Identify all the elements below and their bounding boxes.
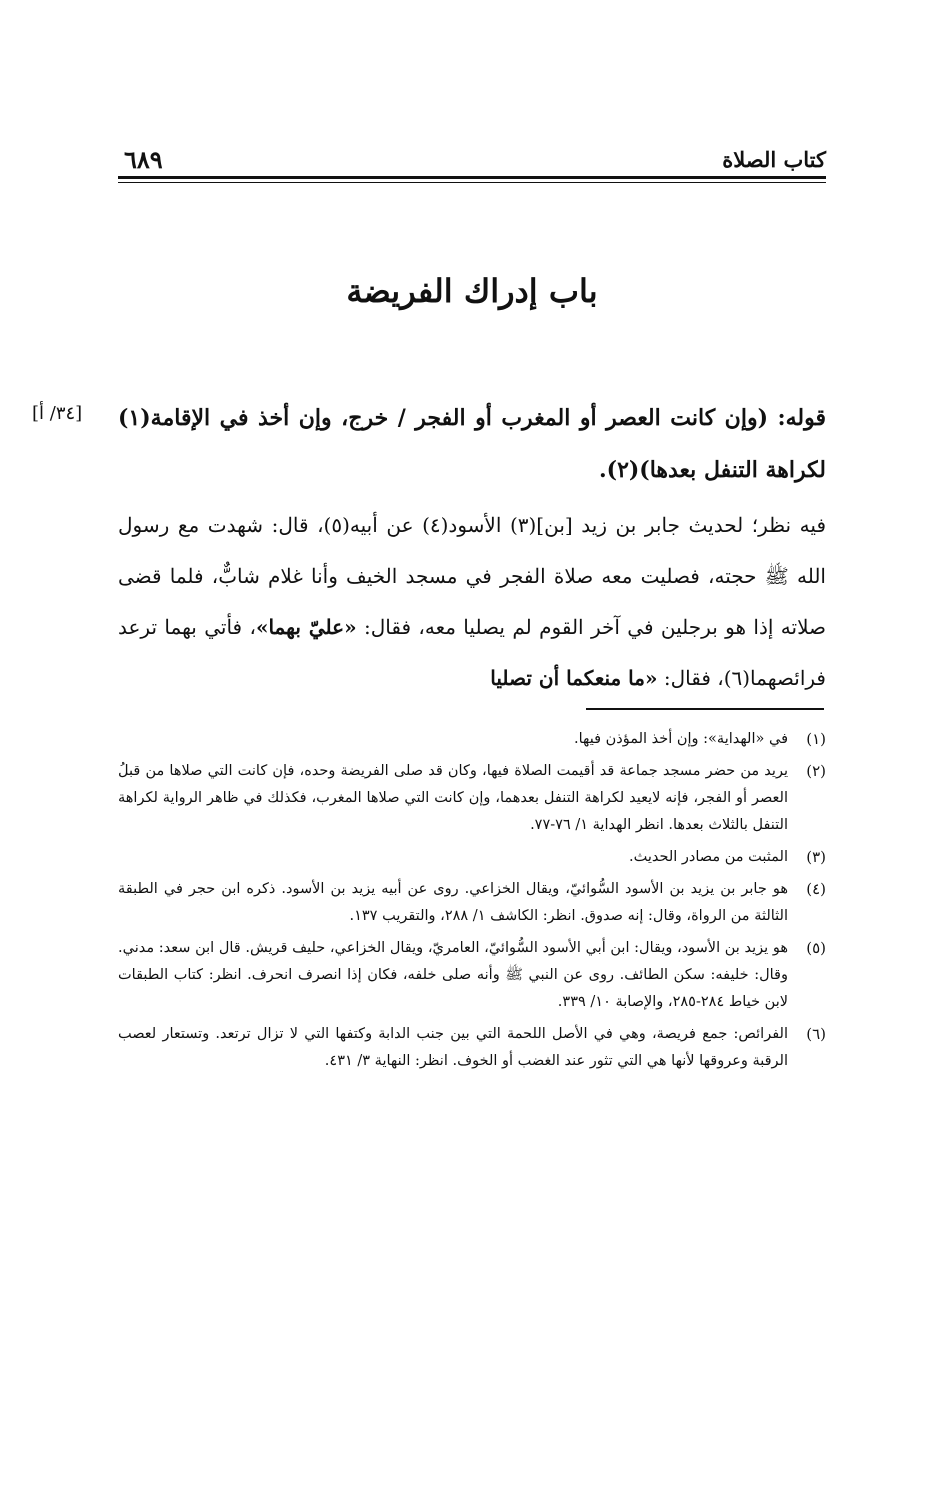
running-head: كتاب الصلاة: [722, 147, 826, 172]
footnote-number: (٥): [806, 939, 826, 957]
commentary-text-continued: ، فأتي بهما ترعد فرائصهما(٦)، فقال:: [118, 615, 826, 690]
chapter-title: باب إدراك الفريضة: [346, 272, 598, 310]
footnote: [118, 726, 826, 753]
header-rule-thick: [118, 176, 826, 179]
footnotes: [118, 726, 826, 1080]
footnote: [118, 935, 826, 1016]
quoted-text: قوله: (وإن كانت العصر أو المغرب أو الفجر / خرج، وإن أخذ في الإقامة(١) لكراهة التنفل بعدها)(٢).: [118, 405, 826, 483]
footnote-text: يريد من حضر مسجد جماعة قد أقيمت الصلاة فيها، وكان قد صلى الفريضة وحده، فإن كانت التي صلاها من قبلُ العصر أو الفجر، فإنه لايعيد لكراهة التنفل بعدهما، وإن كانت التي صلاها المغرب، فكذلك في ظاهر الرواية لكراهة التنفل بالثلاث بعدها. انظر الهداية ١/ ٧٦-٧٧.: [118, 763, 788, 833]
hadith-quote-1: «عليّ بهما»: [255, 615, 357, 639]
commentary-paragraph: [118, 500, 826, 704]
footnote-number: (٣): [806, 848, 826, 866]
footnote-text: الفرائص: جمع فريصة، وهي في الأصل اللحمة التي بين جنب الدابة وكتفها التي لا تزال ترتعد. وتستعار لعصب الرقبة وعروقها لأنها هي التي تثور عند الغضب أو الخوف. انظر: النهاية ٣/ ٤٣١.: [118, 1026, 788, 1069]
footnote-text: هو جابر بن يزيد بن الأسود السُّوائيّ، ويقال الخزاعي. روى عن أبيه يزيد بن الأسود. ذكره ابن حجر في الطبقة الثالثة من الرواة، وقال: إنه صدوق. انظر: الكاشف ١/ ٢٨٨، والتقريب ١٣٧.: [118, 881, 788, 924]
footnote-text: هو يزيد بن الأسود، ويقال: ابن أبي الأسود السُّوائيّ، العامريّ، ويقال الخزاعي، حليف قريش. قال ابن سعد: مدني. وقال: خليفه: سكن الطائف. روى عن النبي ﷺ وأنه صلى خلفه، فكان إذا انصرف انحرف. انظر: كتاب الطبقات لابن خياط ٢٨٤-٢٨٥، والإصابة ١٠/ ٣٣٩.: [118, 940, 788, 1010]
footnote-separator: [586, 708, 824, 710]
footnote-text: المثبت من مصادر الحديث.: [629, 849, 788, 865]
header-rule-thin: [118, 182, 826, 183]
footnote-number: (٢): [806, 762, 826, 780]
page-number: ٦٨٩: [124, 145, 163, 174]
footnote: [118, 844, 826, 871]
footnote-text: في «الهداية»: وإن أخذ المؤذن فيها.: [574, 731, 788, 747]
footnote-number: (٦): [806, 1025, 826, 1043]
footnote-number: (١): [806, 730, 826, 748]
footnote: [118, 876, 826, 930]
footnote: [118, 1021, 826, 1075]
manuscript-folio-reference: [٣٤/ أ]: [32, 403, 83, 424]
hadith-quote-2: «ما منعكما أن تصليا: [490, 666, 658, 690]
footnote: [118, 758, 826, 839]
commentary-text: فيه نظر؛ لحديث جابر بن زيد [بن](٣) الأسود(٤) عن أبيه(٥)، قال: شهدت مع رسول الله ﷺ حجته، فصليت معه صلاة الفجر في مسجد الخيف وأنا غلام شابٌّ، فلما قضى صلاته إذا هو برجلين في آخر القوم لم يصليا معه، فقال:: [118, 513, 827, 639]
footnote-number: (٤): [806, 880, 826, 898]
